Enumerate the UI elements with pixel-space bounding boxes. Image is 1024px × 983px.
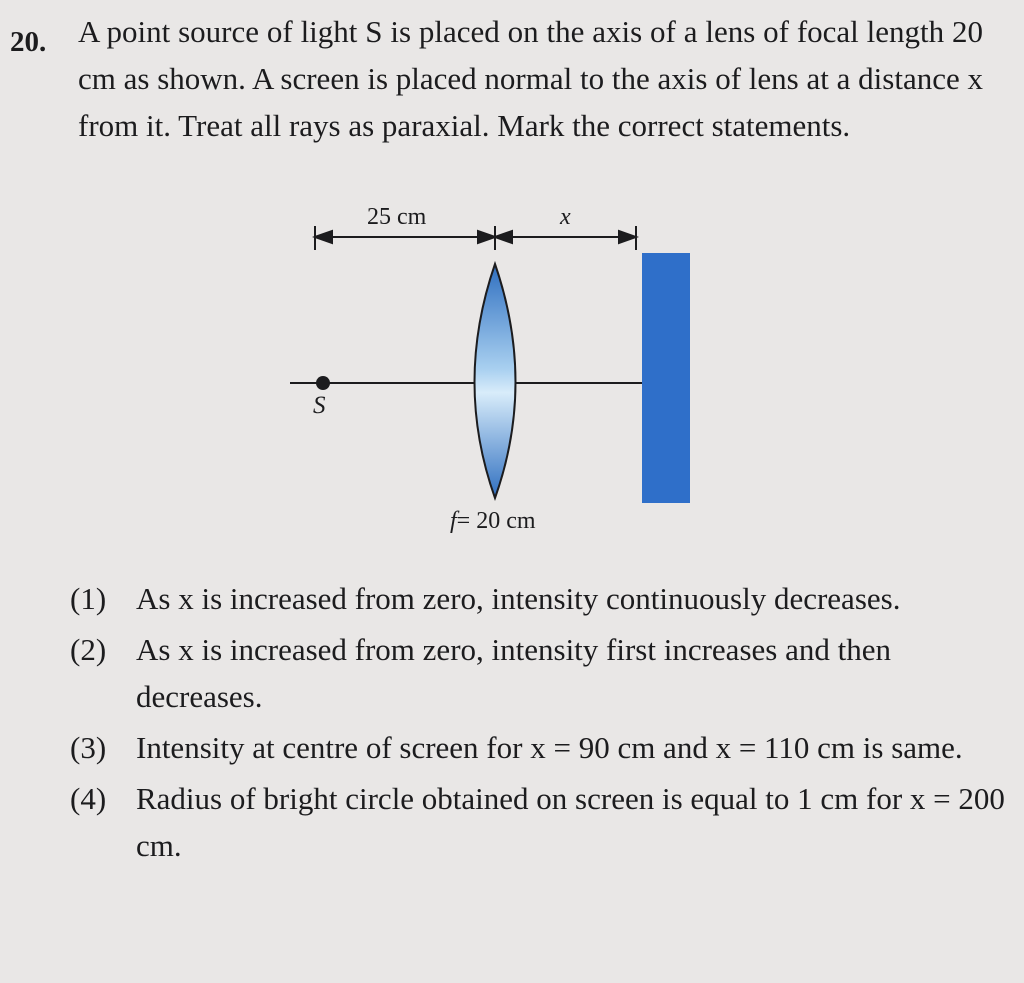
option-1[interactable] xyxy=(70,575,1005,622)
lens-diagram-drawing xyxy=(280,200,710,545)
lens-diagram xyxy=(280,200,710,545)
options-list xyxy=(70,575,1005,873)
source-label: S xyxy=(313,392,326,419)
option-number: (3) xyxy=(70,730,107,765)
option-number: (4) xyxy=(70,781,107,816)
option-text: As x is increased from zero, intensity continuously decreases. xyxy=(136,581,901,616)
option-text: Intensity at centre of screen for x = 90 cm and x = 110 cm is same. xyxy=(136,730,963,765)
option-number: (1) xyxy=(70,581,107,616)
option-number: (2) xyxy=(70,632,107,667)
option-text: As x is increased from zero, intensity first increases and then decreases. xyxy=(136,632,891,714)
question-number: 20. xyxy=(10,26,47,58)
option-4[interactable] xyxy=(70,775,1005,869)
question-text: A point source of light S is placed on the axis of a lens of focal length 20 cm as shown. A screen is placed normal to the axis of lens at a distance x from it. Treat all rays as paraxial. Mark the correct statements. xyxy=(78,14,983,143)
screen-distance-label: x xyxy=(560,204,571,230)
convex-lens xyxy=(475,264,516,498)
option-2[interactable] xyxy=(70,626,1005,720)
screen xyxy=(642,253,690,503)
point-source-dot xyxy=(316,376,330,390)
focal-symbol: f xyxy=(450,508,457,534)
distance-label: 25 cm xyxy=(367,204,427,230)
option-text: Radius of bright circle obtained on screen is equal to 1 cm for x = 200 cm. xyxy=(136,781,1005,863)
option-3[interactable] xyxy=(70,724,1005,771)
focal-value: = 20 cm xyxy=(456,508,536,534)
focal-length-label xyxy=(450,508,536,535)
